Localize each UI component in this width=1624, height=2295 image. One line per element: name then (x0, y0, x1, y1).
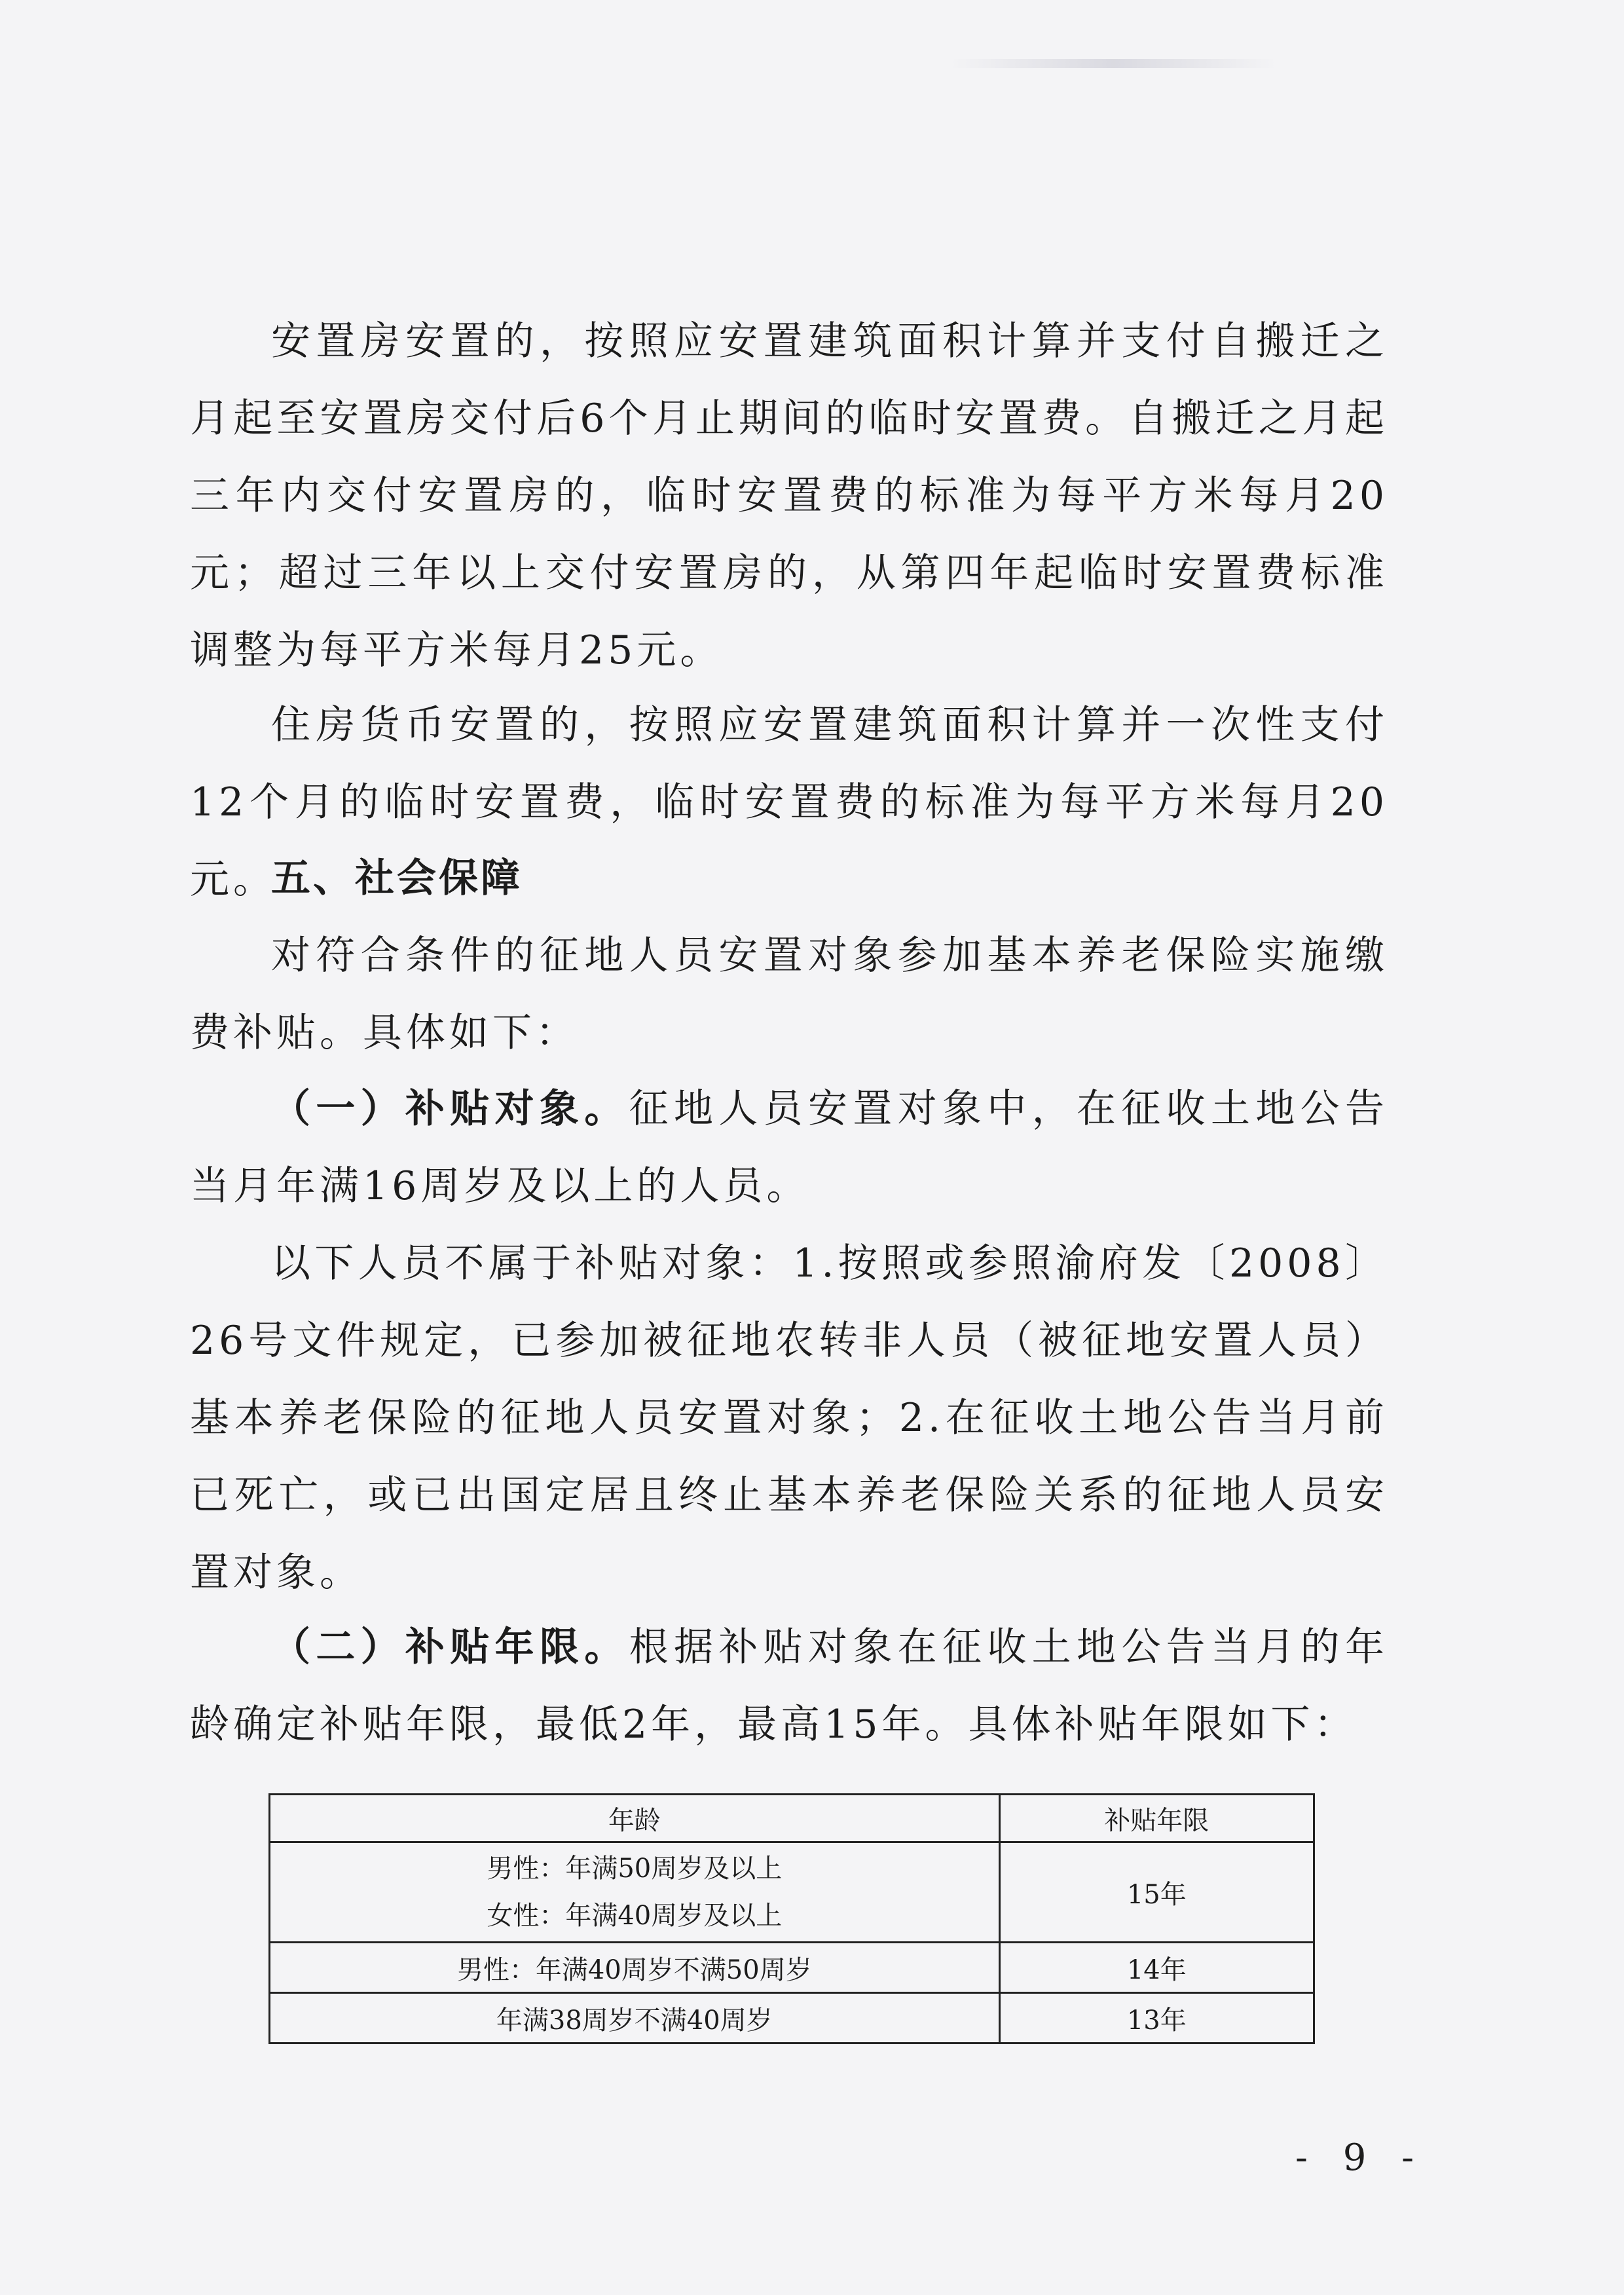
table-row (270, 1943, 1314, 1993)
table-header-age: 年龄 (270, 1795, 1000, 1842)
subsidy-years-lead: （二）补贴年限。 (271, 1624, 629, 1670)
table-cell-years: 15年 (999, 1842, 1314, 1943)
table-header-years: 补贴年限 (999, 1795, 1314, 1842)
subsidy-years-body: 根据补贴对象在征收土地公告当月的年龄确定补贴年限，最低2年，最高15年。具体补贴年限如下： (190, 1624, 1389, 1747)
table-cell-years: 13年 (999, 1993, 1314, 2043)
page-number: - 9 - (1295, 2136, 1426, 2179)
table-row (270, 1993, 1314, 2043)
paragraph-resettlement-housing: 安置房安置的，按照应安置建筑面积计算并支付自搬迁之月起至安置房交付后6个月止期间的临时安置费。自搬迁之月起三年内交付安置房的，临时安置费的标准为每平方米每月20元；超过三年以上交付安置房的，从第四年起临时安置费标准调整为每平方米每月25元。 (190, 318, 1388, 673)
table-header-row (270, 1795, 1314, 1842)
paragraph-excluded-persons: 以下人员不属于补贴对象：1.按照或参照渝府发〔2008〕26号文件规定，已参加被征地农转非人员（被征地安置人员）基本养老保险的征地人员安置对象；2.在征收土地公告当月前已死亡，或已出国定居且终止基本养老保险关系的征地人员安置对象。 (190, 1241, 1388, 1595)
paragraph-subsidy-target (190, 1070, 1388, 1225)
paragraph-subsidy-years (190, 1609, 1388, 1763)
scan-artifact (950, 59, 1277, 68)
section-heading-social-security: 五、社会保障 (271, 855, 523, 901)
table-cell-age: 年满38周岁不满40周岁 (270, 1993, 1000, 2043)
age-line-female: 女性：年满40周岁及以上 (487, 1901, 783, 1931)
table-cell-age: 男性：年满40周岁不满50周岁 (270, 1943, 1000, 1993)
table-row (270, 1842, 1314, 1943)
subsidy-target-body: 征地人员安置对象中，在征收土地公告当月年满16周岁及以上的人员。 (190, 1086, 1389, 1209)
subsidy-target-lead: （一）补贴对象。 (271, 1086, 629, 1132)
table-cell-age (270, 1842, 1000, 1943)
paragraph-monetary-resettlement: 住房货币安置的，按照应安置建筑面积计算并一次性支付12个月的临时安置费，临时安置费的标准为每平方米每月20元。 (190, 702, 1388, 903)
subsidy-years-table (268, 1793, 1315, 2044)
age-line-male: 男性：年满50周岁及以上 (487, 1854, 783, 1884)
table-cell-years: 14年 (999, 1943, 1314, 1993)
paragraph-subsidy-intro: 对符合条件的征地人员安置对象参加基本养老保险实施缴费补贴。具体如下： (190, 933, 1388, 1056)
